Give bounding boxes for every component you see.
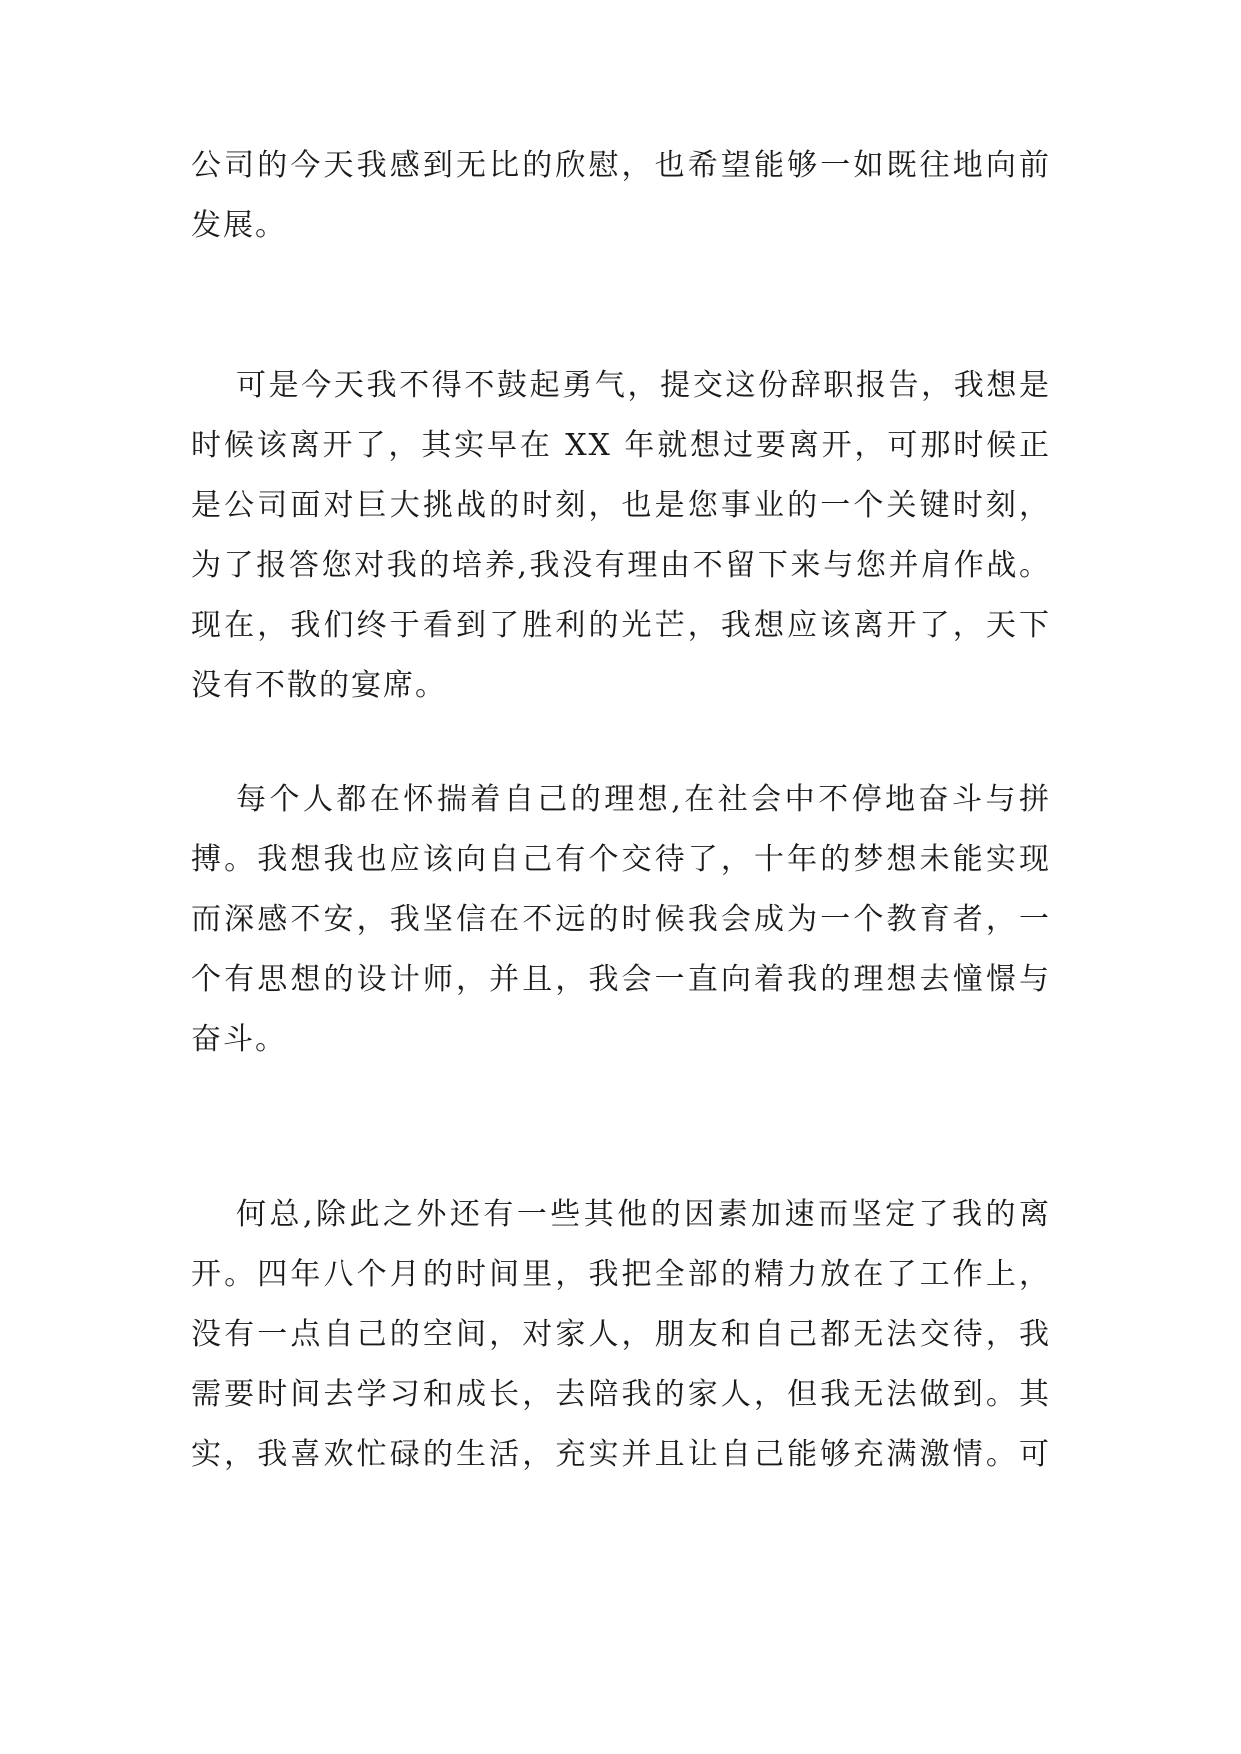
text-line: 实，我喜欢忙碌的生活，充实并且让自己能够充满激情。可 [191,1437,1051,1472]
text-line: 搏。我想我也应该向自己有个交待了，十年的梦想未能实现 [191,842,1051,877]
text-line: 开。四年八个月的时间里，我把全部的精力放在了工作上， [191,1257,1051,1292]
text-line: 需要时间去学习和成长，去陪我的家人，但我无法做到。其 [191,1377,1051,1412]
paragraph-1 [191,136,1051,256]
text-line: 每个人都在怀揣着自己的理想,在社会中不停地奋斗与拼 [236,782,1051,817]
text-line: 时候该离开了，其实早在 XX 年就想过要离开，可那时候正 [191,428,1051,463]
text-line: 发展。 [191,208,287,243]
paragraph-3 [191,770,1051,1070]
text-line: 是公司面对巨大挑战的时刻，也是您事业的一个关键时刻， [191,488,1051,523]
text-line: 而深感不安，我坚信在不远的时候我会成为一个教育者，一 [191,902,1051,937]
text-line: 公司的今天我感到无比的欣慰，也希望能够一如既往地向前 [191,148,1051,183]
text-line: 没有不散的宴席。 [191,668,447,703]
text-line: 个有思想的设计师，并且，我会一直向着我的理想去憧憬与 [191,962,1051,997]
paragraph-4 [191,1185,1051,1485]
text-line: 奋斗。 [191,1022,287,1057]
paragraph-2 [191,356,1051,716]
text-line: 为了报答您对我的培养,我没有理由不留下来与您并肩作战。 [191,548,1051,583]
text-line: 现在，我们终于看到了胜利的光芒，我想应该离开了，天下 [191,608,1051,643]
text-line: 何总,除此之外还有一些其他的因素加速而坚定了我的离 [236,1197,1051,1232]
text-line: 没有一点自己的空间，对家人，朋友和自己都无法交待，我 [191,1317,1051,1352]
text-line: 可是今天我不得不鼓起勇气，提交这份辞职报告，我想是 [236,368,1051,403]
